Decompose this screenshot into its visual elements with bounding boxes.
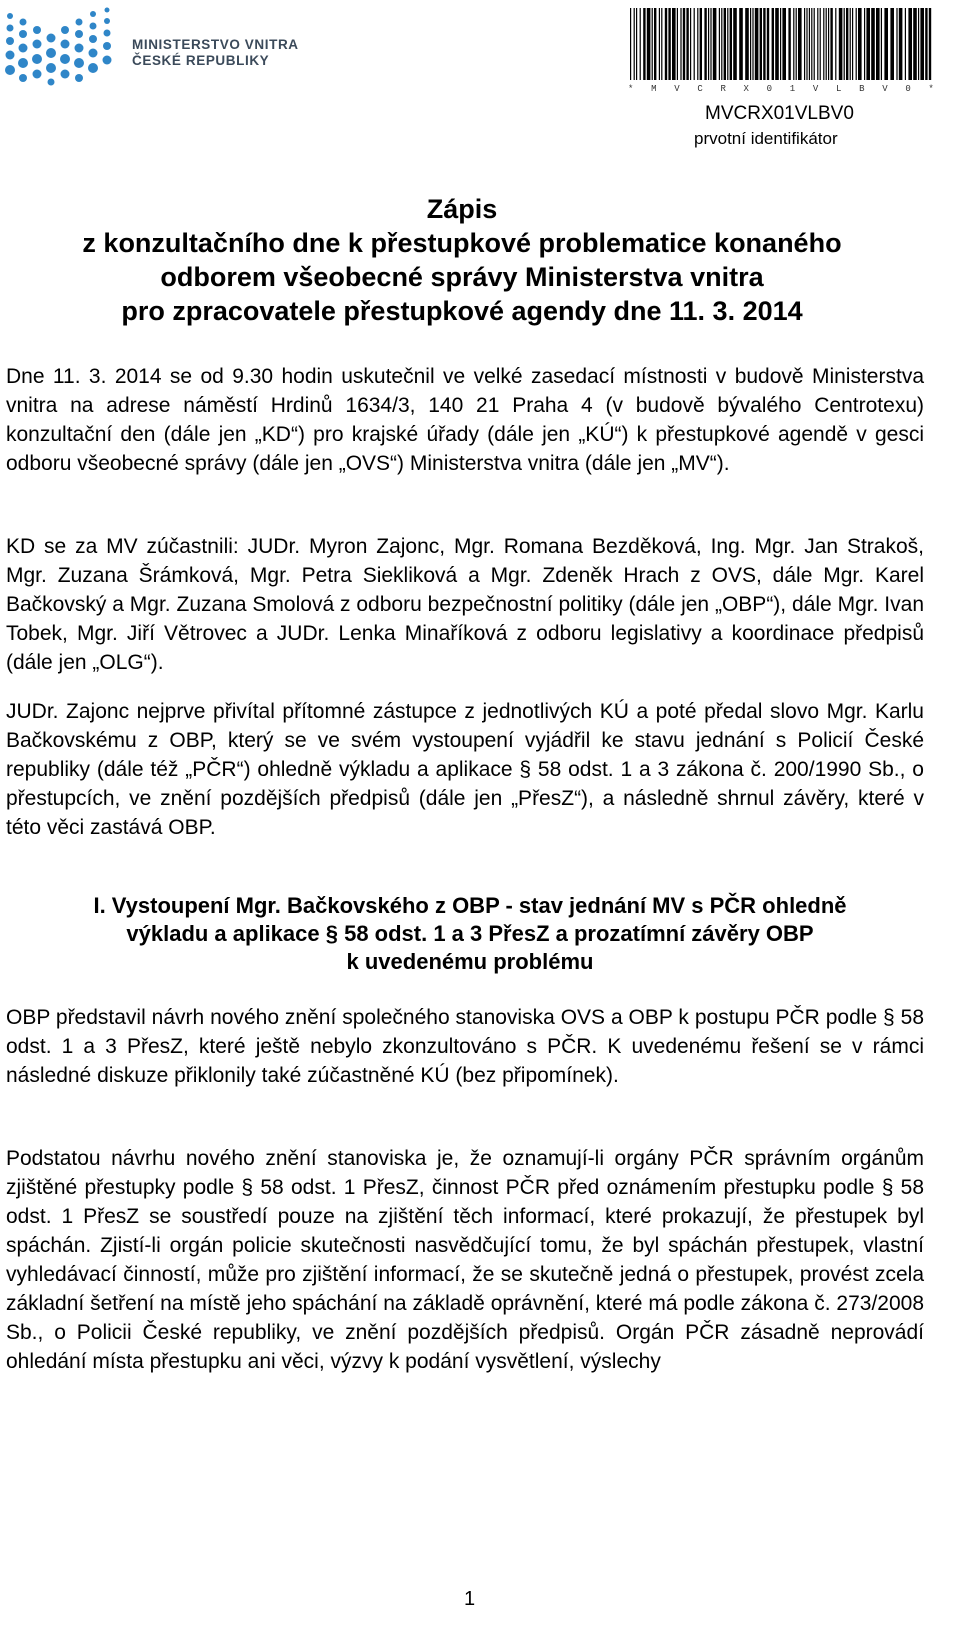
barcode-caption-char: 1 [789,84,796,94]
identifier-label: prvotní identifikátor [694,129,838,148]
paragraph-proposal: OBP představil návrh nového znění společného stanoviska OVS a OBP k postupu PČR podle § 58 odst. 1 a 3 PřesZ, které ještě nebylo zkonzultováno s PČR. K uvedenému řešení se v rámci následné diskuze přiklonily také zúčastněné KÚ (bez připomínek). [6,1006,924,1087]
paragraph-participants: KD se za MV zúčastnili: JUDr. Myron Zajonc, Mgr. Romana Bezděková, Ing. Mgr. Jan Strakoš, Mgr. Zuzana Šrámková, Mgr. Petra Siekliková a Mgr. Zdeněk Hrach z OVS, dále Mgr. Karel Bačkovský a Mgr. Zuzana Smolová z odboru bezpečnostní politiky (dále jen „OBP“), dále Mgr. Ivan Tobek, Mgr. Jiří Větrovec a JUDr. Lenka Minaříková z odboru legislativy a koordinace předpisů (dále jen „OLG“). [6,535,924,674]
section-heading-line1: I. Vystoupení Mgr. Bačkovského z OBP - stav jednání MV s PČR ohledně [93,893,847,918]
document-title [0,192,924,328]
barcode-caption-char: 0 [766,84,773,94]
section-heading [40,892,900,976]
section-heading-line3: k uvedenému problému [346,949,594,974]
ministry-logo-icon [4,4,124,88]
ministry-logo [4,4,304,88]
paragraph-intro: Dne 11. 3. 2014 se od 9.30 hodin uskutečnil ve velké zasedací místnosti v budově Ministerstva vnitra na adrese náměstí Hrdinů 1634/3, 140 21 Praha 4 (v budově bývalého Centrotexu) konzultační den (dále jen „KD“) pro krajské úřady (dále jen „KÚ“) k přestupkové agendě v gesci odboru všeobecné správy (dále jen „OVS“) Ministerstva vnitra (dále jen „MV“). [6,365,924,475]
barcode [628,8,934,88]
section-heading-line2: výkladu a aplikace § 58 odst. 1 a 3 PřesZ a prozatímní závěry OBP [126,921,814,946]
barcode-caption-char: * [928,84,934,94]
barcode-caption-char: B [859,84,865,94]
barcode-caption-char: 0 [905,84,911,94]
barcode-caption-char: C [697,84,703,94]
title-line-4: pro zpracovatele přestupkové agendy dne 11. 3. 2014 [121,296,803,326]
barcode-caption-char: R [720,84,726,94]
barcode-caption-char: X [743,84,749,94]
paragraph-opening: JUDr. Zajonc nejprve přivítal přítomné zástupce z jednotlivých KÚ a poté předal slovo Mgr. Karlu Bačkovskému z OBP, který se ve svém vystoupení vyjádřil ke stavu jednání s Policií České republiky (dále též „PČR“) ohledně výkladu a aplikace § 58 odst. 1 a 3 zákona č. 200/1990 Sb., o přestupcích, ve znění pozdějších předpisů (dále jen „PřesZ“), a následně shrnul závěry, které v této věci zastává OBP. [6,700,924,839]
barcode-caption-char: M [651,84,657,94]
barcode-caption-char: L [835,84,842,94]
logo-text [132,37,299,69]
identifier-code: MVCRX01VLBV0 [705,103,854,124]
title-line-2: z konzultačního dne k přestupkové problematice konaného [82,228,842,258]
barcode-caption-char: * [628,84,634,94]
page-number: 1 [464,1588,476,1610]
barcode-caption [628,84,934,94]
barcode-caption-char: V [812,84,819,94]
paragraph-substance: Podstatou návrhu nového znění stanoviska je, že oznamují-li orgány PČR správním orgánům zjištěné přestupky podle § 58 odst. 1 PřesZ, činnost PČR před oznámením přestupku podle § 58 odst. 1 PřesZ se soustředí pouze na zjištění těch informací, které prokazují, že přestupek byl spáchán. Zjistí-li orgán policie skutečnosti nasvědčující tomu, že byl spáchán přestupek, vlastní vyhledávací činností, může pro zjištění informací, že se skutečně jedná o přestupek, provést zcela základní šetření na místě jeho spáchání na základě oprávnění, které má podle zákona č. 273/2008 Sb., o Policii České republiky, ve znění pozdějších předpisů. Orgán PČR zásadně neprovádí ohledání místa přestupku ani věci, výzvy k podání vysvětlení, výslechy [6,1147,924,1373]
title-line-1: Zápis [426,194,498,224]
logo-text-line1: MINISTERSTVO VNITRA [132,37,299,52]
logo-text-line2: ČESKÉ REPUBLIKY [132,53,270,68]
barcode-caption-char: V [882,84,888,94]
title-line-3: odborem všeobecné správy Ministerstva vnitra [160,262,764,292]
barcode-caption-char: V [674,84,680,94]
